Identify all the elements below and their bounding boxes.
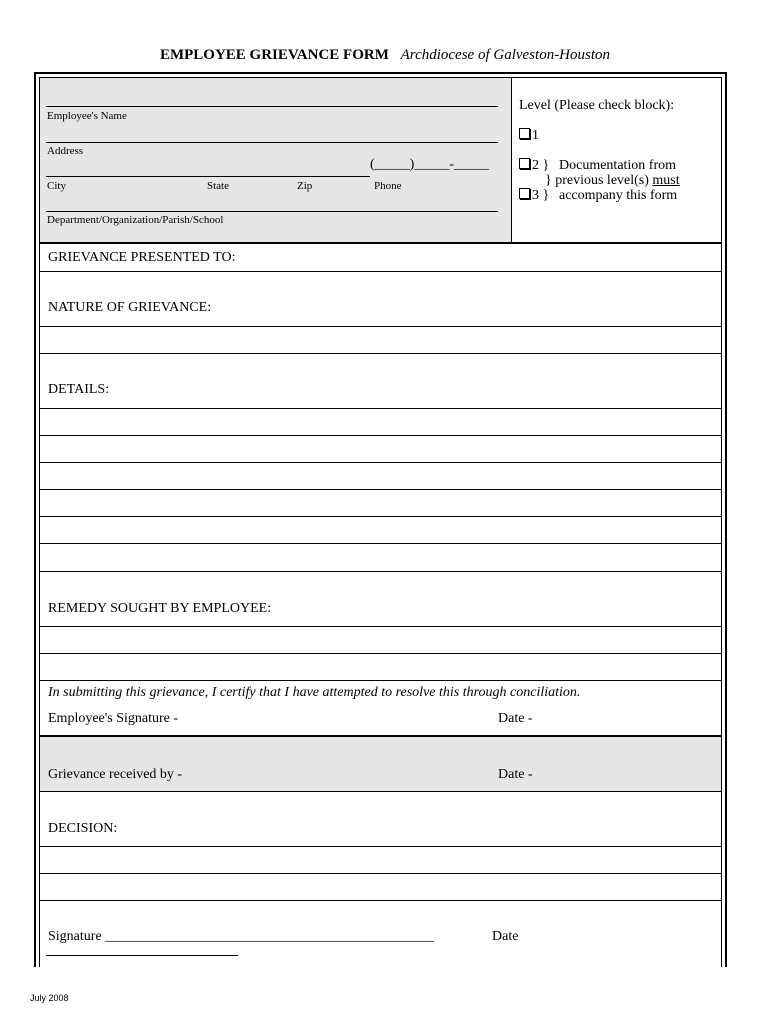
nature-label: NATURE OF GRIEVANCE: xyxy=(48,300,212,315)
remedy-line[interactable] xyxy=(40,654,721,681)
details-label: DETAILS: xyxy=(48,382,110,397)
level-2-checkbox[interactable] xyxy=(519,158,530,169)
remedy-line[interactable] xyxy=(40,627,721,654)
certify-statement: In submitting this grievance, I certify that I have attempted to resolve this through conciliation. xyxy=(48,685,581,700)
presented-to-label: GRIEVANCE PRESENTED TO: xyxy=(48,250,236,265)
level-block xyxy=(512,78,721,242)
form-title-organization: Archdiocese of Galveston-Houston xyxy=(400,47,611,63)
decision-row[interactable] xyxy=(40,792,721,847)
department-line[interactable] xyxy=(46,211,498,212)
state-label: State xyxy=(207,180,229,192)
signature-label-text: Signature xyxy=(48,929,102,944)
zip-label: Zip xyxy=(297,180,313,192)
decision-line[interactable] xyxy=(40,847,721,874)
level-heading: Level (Please check block): xyxy=(519,98,675,113)
details-line[interactable] xyxy=(40,490,721,517)
details-line[interactable] xyxy=(40,436,721,463)
received-by-row xyxy=(40,737,721,792)
details-line[interactable] xyxy=(40,463,721,490)
received-date-label[interactable]: Date - xyxy=(498,767,533,782)
department-label: Department/Organization/Parish/School xyxy=(47,214,224,226)
level-note-must: must xyxy=(652,173,680,188)
nature-line[interactable] xyxy=(40,327,721,354)
remedy-label: REMEDY SOUGHT BY EMPLOYEE: xyxy=(48,601,272,616)
phone-field[interactable]: (_____)_____-_____ xyxy=(370,157,489,172)
employee-signature-date-label[interactable]: Date - xyxy=(498,711,533,726)
footer-revision-date: July 2008 xyxy=(30,993,69,1003)
level-3-option[interactable] xyxy=(519,188,549,204)
address-line[interactable] xyxy=(46,142,498,143)
level-2-label: 2 } xyxy=(532,158,550,173)
level-note-line-3: accompany this form xyxy=(559,188,678,203)
signature-label[interactable] xyxy=(48,929,434,945)
received-by-label[interactable]: Grievance received by - xyxy=(48,767,183,782)
level-1-option[interactable] xyxy=(519,128,539,144)
form-body xyxy=(39,77,722,967)
city-label: City xyxy=(47,180,66,192)
level-note-line-2 xyxy=(545,173,680,189)
phone-label: Phone xyxy=(374,180,402,192)
final-signature-row xyxy=(40,901,721,967)
level-1-checkbox[interactable] xyxy=(519,128,530,139)
level-note-line-2-text: } previous level(s) xyxy=(545,173,653,188)
level-3-checkbox[interactable] xyxy=(519,188,530,199)
city-state-zip-line[interactable] xyxy=(46,176,370,177)
remedy-row[interactable] xyxy=(40,572,721,627)
form-title xyxy=(0,47,770,64)
details-row[interactable] xyxy=(40,354,721,409)
level-note-line-1: Documentation from xyxy=(559,158,677,173)
details-line[interactable] xyxy=(40,544,721,572)
form-outer-border xyxy=(34,72,727,967)
decision-line[interactable] xyxy=(40,874,721,901)
level-2-option[interactable] xyxy=(519,158,549,174)
employee-name-line[interactable] xyxy=(46,106,498,107)
address-label: Address xyxy=(47,145,84,157)
signature-continuation-line[interactable] xyxy=(46,955,238,956)
details-line[interactable] xyxy=(40,409,721,436)
nature-row[interactable] xyxy=(40,272,721,327)
employee-name-label: Employee's Name xyxy=(47,110,127,122)
certify-row xyxy=(40,681,721,737)
header-section xyxy=(40,78,721,244)
final-date-label[interactable]: Date xyxy=(492,929,519,944)
employee-signature-label[interactable]: Employee's Signature - xyxy=(48,711,179,726)
form-title-main: EMPLOYEE GRIEVANCE FORM xyxy=(159,47,389,63)
level-1-label: 1 xyxy=(532,128,539,143)
employee-info-block xyxy=(40,78,512,242)
presented-to-row[interactable] xyxy=(40,244,721,272)
signature-blank-line[interactable]: _______________________________________________ xyxy=(105,929,435,944)
details-line[interactable] xyxy=(40,517,721,544)
decision-label: DECISION: xyxy=(48,821,118,836)
level-3-label: 3 } xyxy=(532,188,550,203)
